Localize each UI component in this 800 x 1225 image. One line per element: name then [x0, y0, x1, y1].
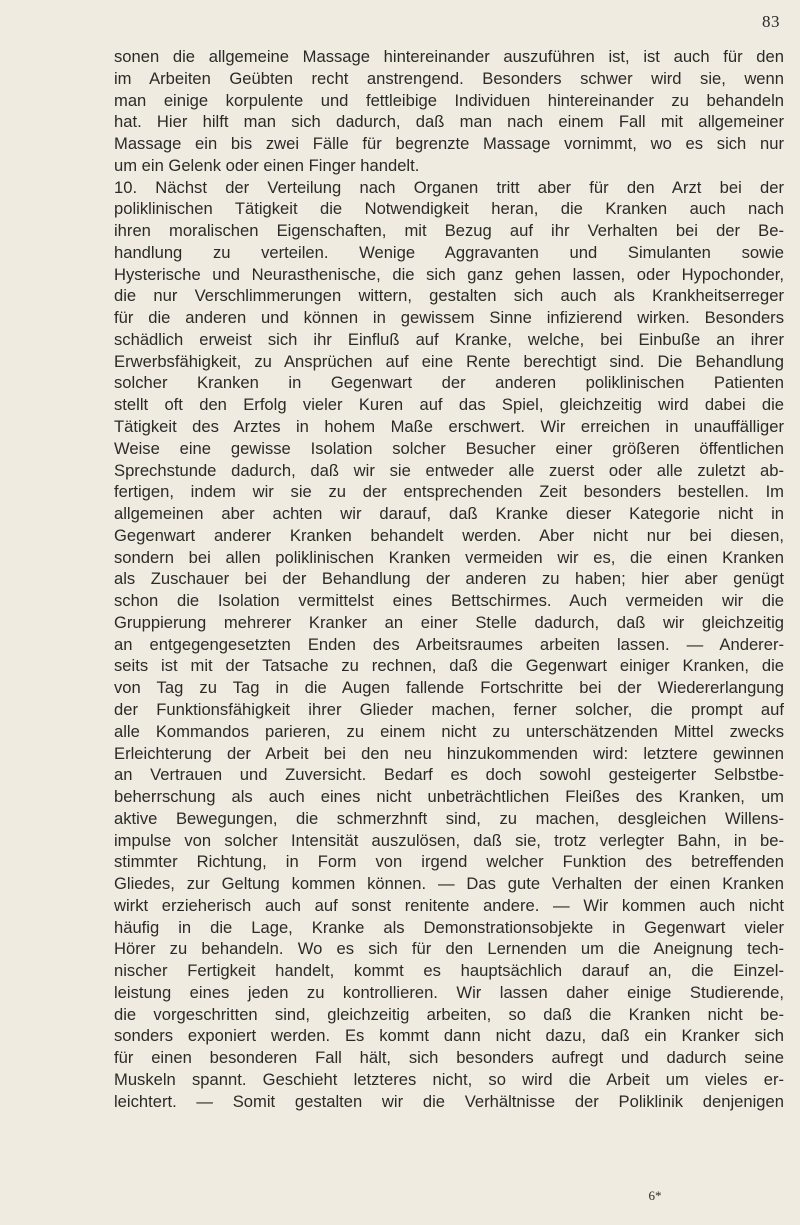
text-line: fertigen, indem wir sie zu der entsprechenden Zeit besonders bestellen. Im — [114, 482, 784, 502]
text-line: handlung zu verteilen. Wenige Aggravanten und Simulanten sowie — [114, 242, 784, 262]
text-line: wirkt erzieherisch auch auf sonst renitente andere. — Wir kommen auch nicht — [114, 895, 784, 915]
text-line: impulse von solcher Intensität auszulösen, daß sie, trotz verlegter Bahn, in be- — [114, 830, 784, 850]
text-line: Gegenwart anderer Kranken behandelt werden. Aber nicht nur bei diesen, — [114, 525, 784, 545]
text-line: seits ist mit der Tatsache zu rechnen, daß die Gegenwart einiger Kranken, die — [114, 656, 784, 676]
text-line: Sprechstunde dadurch, daß wir sie entweder alle zuerst oder alle zuletzt ab- — [114, 460, 784, 480]
text-line: stellt oft den Erfolg vieler Kuren auf das Spiel, gleichzeitig wird dabei die — [114, 395, 784, 415]
text-line: allgemeinen aber achten wir darauf, daß Kranke dieser Kategorie nicht in — [114, 504, 784, 524]
text-line: im Arbeiten Geübten recht anstrengend. Besonders schwer wird sie, wenn — [114, 68, 784, 88]
text-line: leistung eines jeden zu kontrollieren. Wir lassen daher einige Studierende, — [114, 982, 784, 1002]
text-line: für einen besonderen Fall hält, sich besonders aufregt und dadurch seine — [114, 1048, 784, 1068]
text-line: Tätigkeit des Arztes in hohem Maße erschwert. Wir erreichen in unauffälliger — [114, 417, 784, 437]
text-line: Hörer zu behandeln. Wo es sich für den Lernenden um die Aneignung tech- — [114, 939, 784, 959]
text-line: aktive Bewegungen, die schmerzhnft sind, zu machen, desgleichen Willens- — [114, 808, 784, 828]
page-number: 83 — [762, 12, 780, 31]
text-line: häufig in die Lage, Kranke als Demonstrationsobjekte in Gegenwart vieler — [114, 917, 784, 937]
text-line: Gruppierung mehrerer Kranker an einer Stelle dadurch, daß wir gleichzeitig — [114, 612, 784, 632]
text-line: an Vertrauen und Zuversicht. Bedarf es doch sowohl gesteigerter Selbstbe- — [114, 765, 784, 785]
text-line: Massage ein bis zwei Fälle für begrenzte Massage vornimmt, wo es sich nur — [114, 134, 784, 154]
text-line: Gliedes, zur Geltung kommen können. — Das gute Verhalten der einen Kranken — [114, 874, 784, 894]
text-line: alle Kommandos parieren, zu einem nicht zu unterschätzenden Mittel zwecks — [114, 721, 784, 741]
text-line: um ein Gelenk oder einen Finger handelt. — [114, 155, 420, 175]
text-line: sonders exponiert werden. Es kommt dann nicht dazu, daß ein Kranker sich — [114, 1026, 784, 1046]
text-line: schon die Isolation vermittelst eines Bettschirmes. Auch vermeiden wir die — [114, 591, 784, 611]
text-line: sondern bei allen poliklinischen Kranken vermeiden wir es, die einen Kranken — [114, 547, 784, 567]
text-line: sonen die allgemeine Massage hintereinander auszuführen ist, ist auch für den — [114, 47, 784, 66]
text-line: poliklinischen Tätigkeit die Notwendigkeit heran, die Kranken auch nach — [114, 199, 784, 219]
text-line: beherrschung als auch eines nicht unbeträchtlichen Fleißes des Kranken, um — [114, 787, 784, 807]
text-line: die vorgeschritten sind, gleichzeitig arbeiten, so daß die Kranken nicht be- — [114, 1004, 784, 1024]
text-line: schädlich erweist sich ihr Einfluß auf Kranke, welche, bei Einbuße an ihrer — [114, 329, 784, 349]
text-line: hat. Hier hilft man sich dadurch, daß man nach einem Fall mit allgemeiner — [114, 112, 784, 132]
text-line: der Funktionsfähigkeit ihrer Glieder machen, ferner solcher, die prompt auf — [114, 699, 784, 719]
body-text — [114, 46, 784, 1113]
text-line: man einige korpulente und fettleibige Individuen hintereinander zu behandeln — [114, 90, 784, 110]
text-line: die nur Verschlimmerungen wittern, gestalten sich auch als Krankheitserreger — [114, 286, 784, 306]
text-line: solcher Kranken in Gegenwart der anderen poliklinischen Patienten — [114, 373, 784, 393]
text-line: stimmter Richtung, in Form von irgend welcher Funktion des betreffenden — [114, 852, 784, 872]
text-line: als Zuschauer bei der Behandlung der anderen zu haben; hier aber genügt — [114, 569, 784, 589]
text-line: Weise eine gewisse Isolation solcher Besucher einer größeren öffentlichen — [114, 438, 784, 458]
text-line: nischer Fertigkeit handelt, kommt es hauptsächlich darauf an, die Einzel- — [114, 961, 784, 981]
text-line: an entgegengesetzten Enden des Arbeitsraumes arbeiten lassen. — Anderer- — [114, 634, 784, 654]
text-line: 10. Nächst der Verteilung nach Organen tritt aber für den Arzt bei der — [114, 177, 784, 197]
text-line: Erleichterung der Arbeit bei den neu hinzukommenden wird: letztere gewinnen — [114, 743, 784, 763]
text-line: ihren moralischen Eigenschaften, mit Bezug auf ihr Verhalten bei der Be- — [114, 221, 784, 241]
text-line: leichtert. — Somit gestalten wir die Verhältnisse der Poliklinik denjenigen — [114, 1091, 784, 1111]
text-line: von Tag zu Tag in die Augen fallende Fortschritte bei der Wiedererlangung — [114, 678, 784, 698]
signature-mark: 6* — [648, 1188, 662, 1203]
text-line: Erwerbsfähigkeit, zu Ansprüchen auf eine Rente berechtigt sind. Die Behandlung — [114, 351, 784, 371]
text-line: Muskeln spannt. Geschieht letzteres nicht, so wird die Arbeit um vieles er- — [114, 1069, 784, 1089]
text-line: für die anderen und können in gewissem Sinne infizierend wirken. Besonders — [114, 308, 784, 328]
text-line: Hysterische und Neurasthenische, die sich ganz gehen lassen, oder Hypochonder, — [114, 264, 784, 284]
